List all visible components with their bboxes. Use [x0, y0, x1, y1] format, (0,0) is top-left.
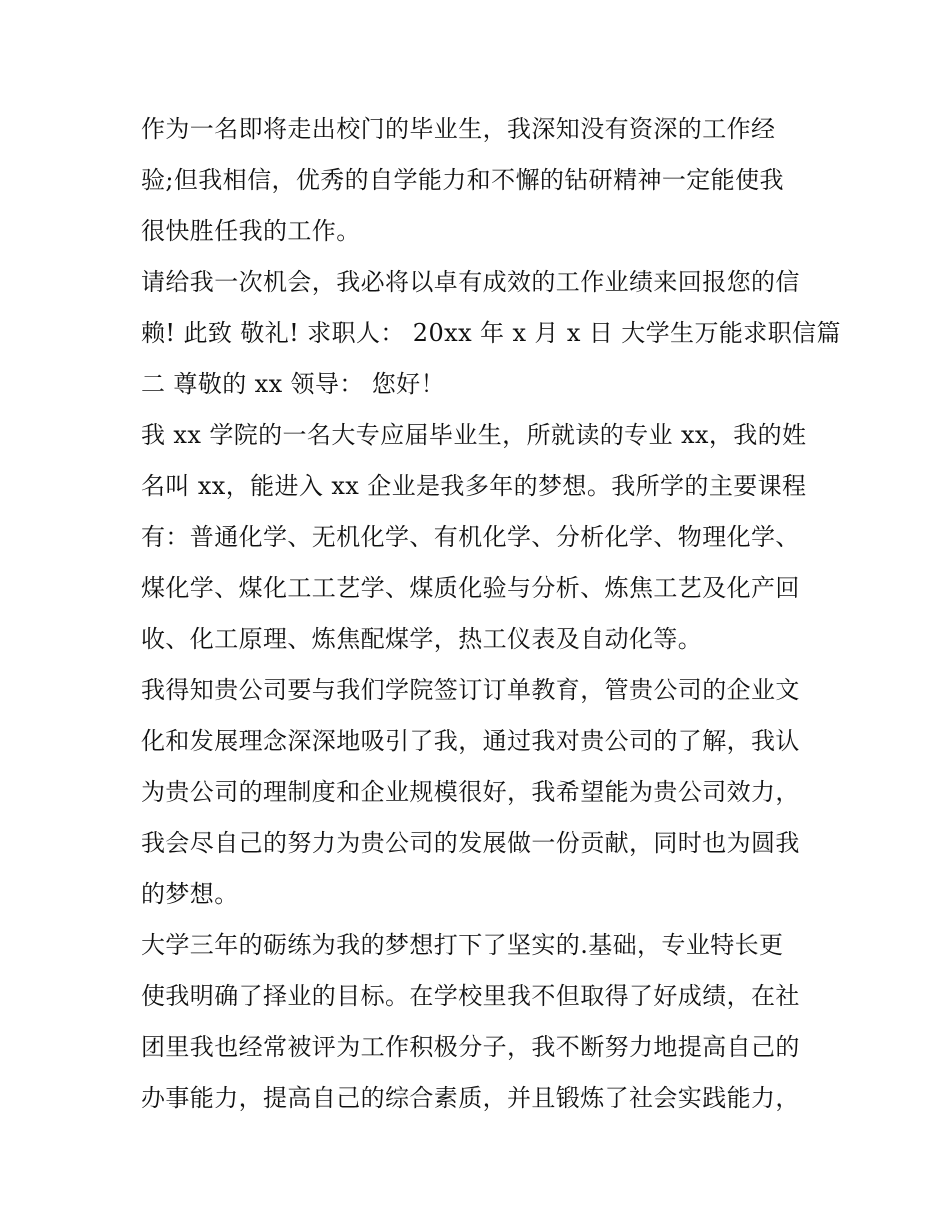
text-line: 请给我一次机会，我必将以卓有成效的工作业绩来回报您的信 [141, 268, 800, 296]
text-line: 团里我也经常被评为工作积极分子，我不断努力地提高自己的 [141, 1033, 800, 1061]
letter-body [141, 104, 841, 1124]
text-line: 作为一名即将走出校门的毕业生，我深知没有资深的工作经 [141, 115, 776, 143]
text-line: 名叫 xx，能进入 xx 企业是我多年的梦想。我所学的主要课程 [141, 472, 807, 500]
text-line: 赖! 此致 敬礼! 求职人： 20xx 年 x 月 x 日 大学生万能求职信篇 [141, 319, 841, 347]
text-line: 的梦想。 [141, 880, 239, 908]
text-line: 煤化学、煤化工工艺学、煤质化验与分析、炼焦工艺及化产回 [141, 574, 800, 602]
text-line: 验;但我相信，优秀的自学能力和不懈的钻研精神一定能使我 [141, 166, 784, 194]
text-line: 大学三年的砺练为我的梦想打下了坚实的.基础，专业特长更 [141, 931, 784, 959]
text-line: 二 尊敬的 xx 领导： 您好！ [141, 370, 445, 398]
text-line: 办事能力，提高自己的综合素质，并且锻炼了社会实践能力， [141, 1084, 800, 1112]
text-line: 有：普通化学、无机化学、有机化学、分析化学、物理化学、 [141, 523, 800, 551]
text-line: 收、化工原理、炼焦配煤学，热工仪表及自动化等。 [141, 625, 703, 653]
text-line: 化和发展理念深深地吸引了我，通过我对贵公司的了解，我认 [141, 727, 800, 755]
text-line: 为贵公司的理制度和企业规模很好，我希望能为贵公司效力， [141, 778, 800, 806]
text-line: 使我明确了择业的目标。在学校里我不但取得了好成绩，在社 [141, 982, 800, 1010]
text-line: 我得知贵公司要与我们学院签订订单教育，管贵公司的企业文 [141, 676, 800, 704]
text-line: 我会尽自己的努力为贵公司的发展做一份贡献，同时也为圆我 [141, 829, 800, 857]
text-line: 我 xx 学院的一名大专应届毕业生，所就读的专业 xx，我的姓 [141, 421, 807, 449]
text-line: 很快胜任我的工作。 [141, 217, 361, 245]
